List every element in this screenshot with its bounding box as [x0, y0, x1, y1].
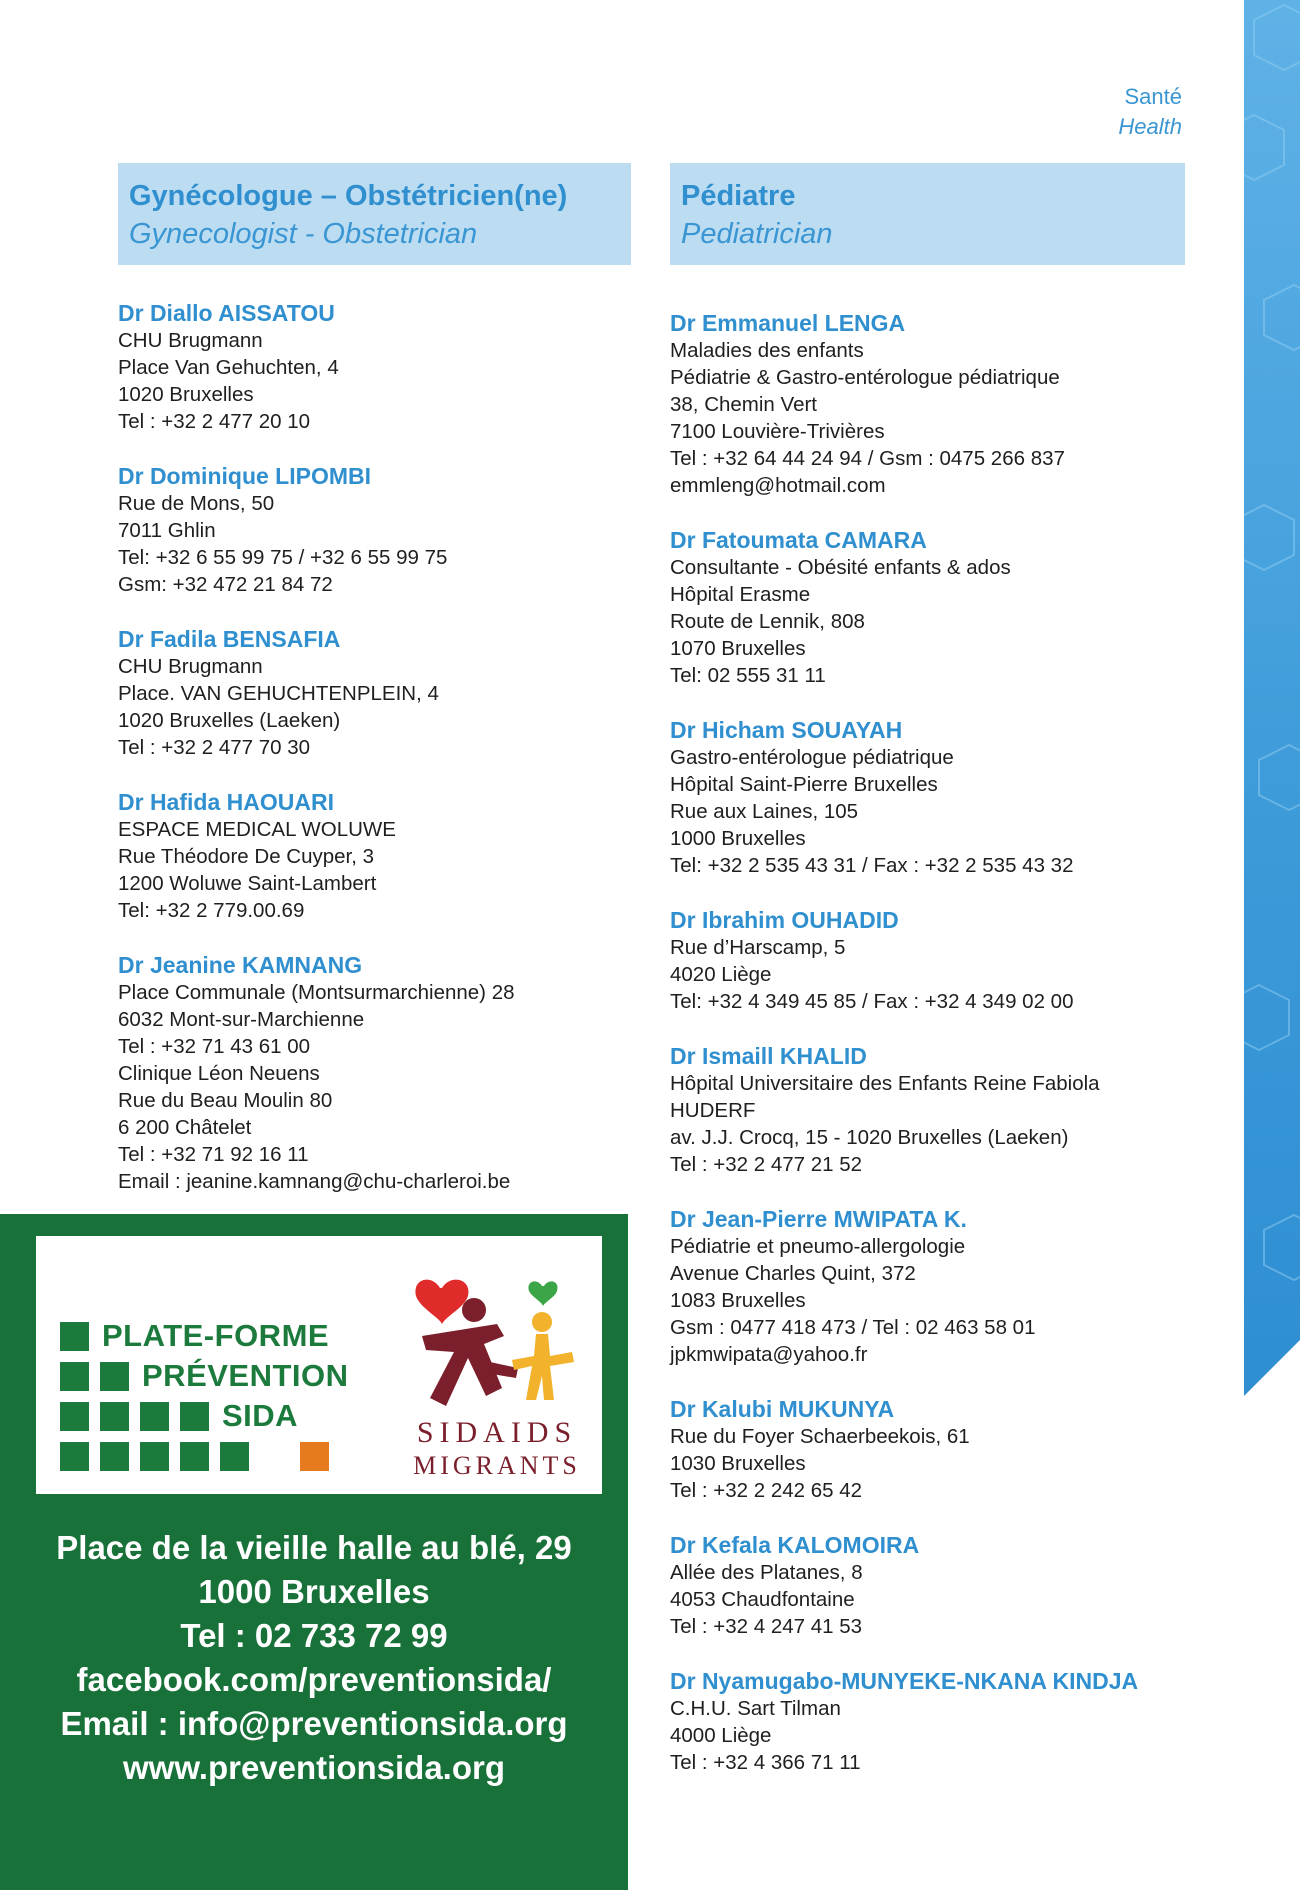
logo-square — [60, 1362, 89, 1391]
doctor-detail: Pédiatrie & Gastro-entérologue pédiatrique — [670, 366, 1060, 389]
gynecologist-title-en: Gynecologist - Obstetrician — [129, 218, 478, 250]
doctor-detail: 1200 Woluwe Saint-Lambert — [118, 872, 377, 895]
doctor-detail: av. J.J. Crocq, 15 - 1020 Bruxelles (Laeken) — [670, 1126, 1069, 1149]
doctor-name: Dr Emmanuel LENGA — [670, 310, 906, 336]
doctor-detail: Rue d’Harscamp, 5 — [670, 936, 846, 959]
logo-square — [220, 1442, 249, 1471]
section-tag-fr: Santé — [1124, 84, 1182, 109]
doctor-detail: 7011 Ghlin — [118, 519, 216, 542]
doctor-detail: 4053 Chaudfontaine — [670, 1588, 855, 1611]
contact-address: Place de la vieille halle au blé, 29 — [56, 1529, 572, 1566]
doctor-entry — [670, 906, 1185, 1015]
prevention-sida-box — [0, 1214, 628, 1890]
logo-square — [180, 1442, 209, 1471]
doctor-phone: Tel: 02 555 31 11 — [670, 664, 826, 687]
doctor-detail: Rue Théodore De Cuyper, 3 — [118, 845, 375, 868]
logo-square — [140, 1402, 169, 1431]
logo-square — [60, 1322, 89, 1351]
doctor-detail: 1083 Bruxelles — [670, 1289, 806, 1312]
doctor-entry — [670, 1205, 1185, 1368]
doctor-phone: Tel : +32 2 477 20 10 — [118, 410, 311, 433]
doctor-detail: Maladies des enfants — [670, 339, 864, 362]
logo-square — [180, 1402, 209, 1431]
doctor-entry — [670, 1042, 1185, 1178]
logo-square-orange — [300, 1442, 329, 1471]
doctor-detail: Place Communale (Montsurmarchienne) 28 — [118, 981, 515, 1004]
doctor-detail: Gastro-entérologue pédiatrique — [670, 746, 954, 769]
doctor-detail: 1020 Bruxelles (Laeken) — [118, 709, 341, 732]
doctor-name: Dr Hafida HAOUARI — [118, 789, 334, 815]
logo-card — [36, 1236, 602, 1494]
pediatrician-title-fr: Pédiatre — [681, 180, 796, 212]
sidaids-text: SIDAIDS — [416, 1416, 578, 1449]
contact-block — [0, 1526, 628, 1790]
gynecologist-title-fr: Gynécologue – Obstétricien(ne) — [129, 180, 568, 212]
pediatrician-column — [670, 163, 1185, 1803]
doctor-detail: 4020 Liège — [670, 963, 772, 986]
doctor-detail: Rue du Foyer Schaerbeekois, 61 — [670, 1425, 970, 1448]
doctor-phone: Tel : +32 4 366 71 11 — [670, 1751, 861, 1774]
pediatrician-title-en: Pediatrician — [681, 218, 833, 250]
migrants-text: MIGRANTS — [413, 1451, 581, 1480]
doctor-name: Dr Jeanine KAMNANG — [118, 952, 363, 978]
doctor-entry — [670, 1531, 1185, 1640]
gynecologist-list — [118, 299, 631, 1195]
doctor-detail: Consultante - Obésité enfants & ados — [670, 556, 1011, 579]
doctor-phone: Tel: +32 2 535 43 31 / Fax : +32 2 535 43 32 — [670, 854, 1074, 877]
logo-square — [100, 1442, 129, 1471]
doctor-detail: Hôpital Universitaire des Enfants Reine Fabiola — [670, 1072, 1100, 1095]
contact-city: 1000 Bruxelles — [198, 1573, 430, 1610]
doctor-phone: Tel : +32 2 477 21 52 — [670, 1153, 863, 1176]
doctor-name: Dr Dominique LIPOMBI — [118, 463, 371, 489]
child-figure-icon — [512, 1312, 574, 1400]
doctor-name: Dr Kefala KALOMOIRA — [670, 1532, 920, 1558]
doctor-detail: 38, Chemin Vert — [670, 393, 817, 416]
plateforme-prevention-sida-logo — [60, 1316, 349, 1476]
doctor-mobile: Gsm: +32 472 21 84 72 — [118, 573, 333, 596]
doctor-email: emmleng@hotmail.com — [670, 474, 886, 497]
pediatrician-list — [670, 309, 1185, 1776]
contact-email-link[interactable]: Email : info@preventionsida.org — [60, 1705, 568, 1742]
logo-text-line: PLATE-FORME — [102, 1318, 330, 1353]
logo-text-line: PRÉVENTION — [142, 1358, 349, 1393]
contact-facebook-link[interactable]: facebook.com/preventionsida/ — [76, 1661, 552, 1698]
doctor-entry — [118, 299, 631, 435]
doctor-detail: Allée des Platanes, 8 — [670, 1561, 863, 1584]
doctor-entry — [118, 788, 631, 924]
doctor-phone: Tel : +32 71 92 16 11 — [118, 1143, 309, 1166]
doctor-phone: Tel : +32 4 247 41 53 — [670, 1615, 863, 1638]
doctor-detail: Clinique Léon Neuens — [118, 1062, 320, 1085]
decorative-side-stripe — [1244, 0, 1300, 1396]
doctor-phone: Tel: +32 6 55 99 75 / +32 6 55 99 75 — [118, 546, 448, 569]
hexagon-pattern — [1244, 0, 1300, 1396]
doctor-phone: Tel : +32 71 43 61 00 — [118, 1035, 311, 1058]
doctor-phone: Tel: +32 4 349 45 85 / Fax : +32 4 349 02 00 — [670, 990, 1074, 1013]
section-tag-en: Health — [1118, 114, 1182, 139]
doctor-name: Dr Fatoumata CAMARA — [670, 527, 927, 553]
doctor-name: Dr Diallo AISSATOU — [118, 300, 335, 326]
doctor-detail: CHU Brugmann — [118, 329, 263, 352]
doctor-phone: Tel: +32 2 779.00.69 — [118, 899, 305, 922]
doctor-entry — [118, 951, 631, 1195]
doctor-phone: Tel : +32 2 477 70 30 — [118, 736, 311, 759]
doctor-entry — [670, 1395, 1185, 1504]
doctor-detail: C.H.U. Sart Tilman — [670, 1697, 841, 1720]
doctor-name: Dr Hicham SOUAYAH — [670, 717, 903, 743]
doctor-detail: ESPACE MEDICAL WOLUWE — [118, 818, 396, 841]
section-tag — [1118, 82, 1182, 142]
doctor-detail: 6 200 Châtelet — [118, 1116, 252, 1139]
gynecologist-column — [118, 163, 631, 1222]
doctor-phone: Tel : +32 2 242 65 42 — [670, 1479, 863, 1502]
doctor-detail: 1000 Bruxelles — [670, 827, 806, 850]
doctor-name: Dr Fadila BENSAFIA — [118, 626, 341, 652]
doctor-entry — [670, 716, 1185, 879]
doctor-detail: 6032 Mont-sur-Marchienne — [118, 1008, 365, 1031]
logo-square — [60, 1402, 89, 1431]
doctor-phone: Gsm : 0477 418 473 / Tel : 02 463 58 01 — [670, 1316, 1036, 1339]
doctor-detail: 1020 Bruxelles — [118, 383, 254, 406]
doctor-entry — [670, 1667, 1185, 1776]
doctor-detail: Rue du Beau Moulin 80 — [118, 1089, 333, 1112]
logo-text-line: SIDA — [222, 1398, 299, 1433]
doctor-name: Dr Kalubi MUKUNYA — [670, 1396, 895, 1422]
doctor-detail: 1030 Bruxelles — [670, 1452, 806, 1475]
doctor-detail: HUDERF — [670, 1099, 756, 1122]
doctor-entry — [118, 625, 631, 761]
doctor-entry — [670, 309, 1185, 499]
doctor-detail: Rue de Mons, 50 — [118, 492, 275, 515]
doctor-detail: 4000 Liège — [670, 1724, 772, 1747]
doctor-detail: 7100 Louvière-Trivières — [670, 420, 885, 443]
doctor-entry — [118, 462, 631, 598]
doctor-detail: Pédiatrie et pneumo-allergologie — [670, 1235, 966, 1258]
doctor-detail: CHU Brugmann — [118, 655, 263, 678]
doctor-detail: Route de Lennik, 808 — [670, 610, 865, 633]
doctor-detail: Hôpital Saint-Pierre Bruxelles — [670, 773, 938, 796]
green-heart-icon — [528, 1281, 557, 1306]
doctor-name: Dr Nyamugabo-MUNYEKE-NKANA KINDJA — [670, 1668, 1139, 1694]
heart-icon — [415, 1280, 468, 1324]
doctor-detail: Hôpital Erasme — [670, 583, 811, 606]
doctor-detail: Place. VAN GEHUCHTENPLEIN, 4 — [118, 682, 439, 705]
doctor-email: Email : jeanine.kamnang@chu-charleroi.be — [118, 1170, 511, 1193]
logo-square — [60, 1442, 89, 1471]
logo-square — [140, 1442, 169, 1471]
doctor-detail: Avenue Charles Quint, 372 — [670, 1262, 916, 1285]
doctor-detail: 1070 Bruxelles — [670, 637, 806, 660]
doctor-entry — [670, 526, 1185, 689]
doctor-name: Dr Jean-Pierre MWIPATA K. — [670, 1206, 967, 1232]
contact-phone: Tel : 02 733 72 99 — [180, 1617, 448, 1654]
doctor-email: jpkmwipata@yahoo.fr — [670, 1343, 868, 1366]
logo-square — [100, 1402, 129, 1431]
doctor-name: Dr Ismaill KHALID — [670, 1043, 867, 1069]
doctor-name: Dr Ibrahim OUHADID — [670, 907, 899, 933]
doctor-phone: Tel : +32 64 44 24 94 / Gsm : 0475 266 837 — [670, 447, 1065, 470]
doctor-detail: Place Van Gehuchten, 4 — [118, 356, 339, 379]
doctor-detail: Rue aux Laines, 105 — [670, 800, 859, 823]
gynecologist-header — [118, 163, 631, 265]
contact-website-link[interactable]: www.preventionsida.org — [123, 1749, 505, 1786]
logo-square — [100, 1362, 129, 1391]
sidaids-migrants-logo — [402, 1266, 592, 1486]
pediatrician-header — [670, 163, 1185, 265]
